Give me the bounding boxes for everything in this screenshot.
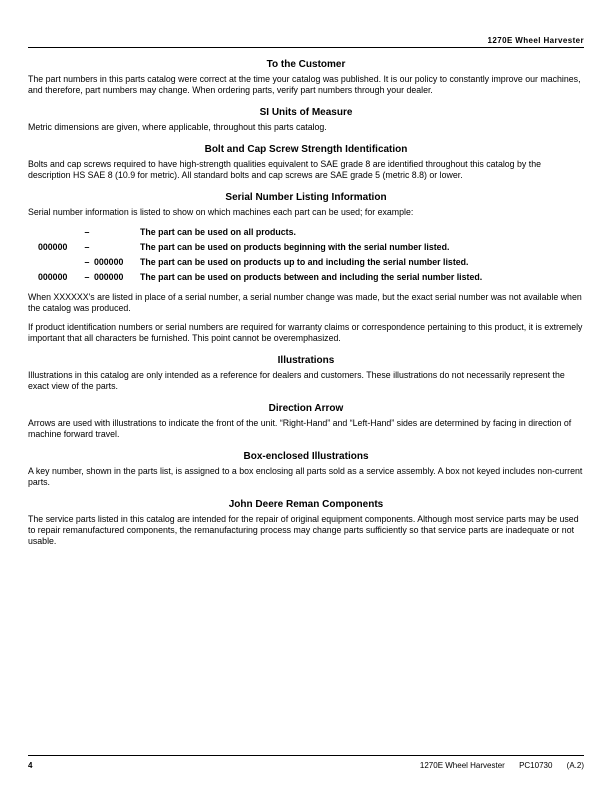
heading-to-the-customer: To the Customer	[266, 59, 346, 70]
serial-left-value: 000000	[38, 271, 68, 282]
serial-description: The part can be used on all products.	[140, 226, 296, 237]
paragraph-serial-note-1: When XXXXXX's are listed in place of a serial number, a serial number change was made, but the exact serial number was not available when the catalog was produced.	[28, 291, 582, 313]
section-serial-number-listing	[28, 192, 584, 344]
paragraph-to-the-customer: The part numbers in this parts catalog were correct at the time your catalog was published. It is our policy to constantly improve our machines, and therefore, part numbers may change. When ordering parts, verify part numbers through your dealer.	[28, 74, 581, 95]
paragraph-direction-arrow: Arrows are used with illustrations to indicate the front of the unit. “Right-Hand” and “Left-Hand” sides are determined by facing in direction of machine forward travel.	[28, 417, 572, 439]
heading-bolt-strength: Bolt and Cap Screw Strength Identification	[204, 143, 408, 155]
paragraph-serial-note-2: If product identification numbers or serial numbers are required for warranty claims or correspondence pertaining to this product, it is extremely important that all characters be furnished. This point cannot be overemphasized.	[28, 321, 583, 343]
heading-illustrations: Illustrations	[277, 354, 335, 366]
footer-rule	[28, 755, 584, 756]
serial-dash: –	[84, 256, 90, 267]
footer-page-number: 4	[28, 761, 33, 770]
section-si-units	[28, 107, 584, 133]
footer-catalog-number: PC10730	[519, 761, 553, 770]
heading-serial-number-listing: Serial Number Listing Information	[225, 191, 387, 203]
footer-model: 1270E Wheel Harvester	[419, 761, 505, 770]
section-reman-components	[28, 499, 584, 547]
paragraph-box-enclosed: A key number, shown in the parts list, is assigned to a box enclosing all parts sold as a service assembly. A box not keyed includes non-current parts.	[28, 465, 583, 487]
page-footer	[28, 755, 584, 770]
serial-row	[28, 242, 584, 252]
footer-row	[28, 761, 584, 770]
serial-description: The part can be used on products between and including the serial number listed.	[140, 271, 483, 282]
paragraph-illustrations: Illustrations in this catalog are only intended as a reference for dealers and customers. These illustrations do not necessarily represent the exact view of the parts.	[28, 369, 565, 391]
header-rule	[28, 47, 584, 48]
serial-description: The part can be used on products up to and including the serial number listed.	[140, 256, 469, 267]
serial-row	[28, 227, 584, 237]
paragraph-reman-components: The service parts listed in this catalog are intended for the repair of original equipment components. Although most service parts may be used to repair remanufactured components, the remanufacturing process may change parts sufficiently so that service parts are inadequate or not usable.	[28, 513, 579, 546]
heading-si-units: SI Units of Measure	[259, 106, 353, 118]
paragraph-serial-number-intro: Serial number information is listed to show on which machines each part can be used; for example:	[28, 206, 414, 217]
heading-box-enclosed: Box-enclosed Illustrations	[243, 450, 369, 462]
footer-revision: (A.2)	[566, 761, 584, 770]
serial-row	[28, 257, 584, 267]
serial-number-table	[28, 227, 584, 282]
footer-catalog-info	[408, 761, 584, 770]
page-header	[28, 36, 584, 47]
section-bolt-strength	[28, 144, 584, 181]
section-direction-arrow	[28, 403, 584, 440]
section-box-enclosed	[28, 451, 584, 488]
serial-right-value: 000000	[94, 271, 124, 282]
header-title: 1270E Wheel Harvester	[487, 36, 584, 45]
heading-direction-arrow: Direction Arrow	[268, 402, 344, 414]
section-illustrations	[28, 355, 584, 392]
paragraph-si-units: Metric dimensions are given, where applicable, throughout this parts catalog.	[28, 121, 327, 132]
section-to-the-customer	[28, 59, 584, 96]
serial-right-value: 000000	[94, 256, 124, 267]
serial-row	[28, 272, 584, 282]
serial-dash: –	[84, 271, 90, 282]
heading-reman-components: John Deere Reman Components	[228, 498, 384, 510]
serial-left-value: 000000	[38, 241, 68, 252]
serial-dash: –	[84, 241, 90, 252]
paragraph-bolt-strength: Bolts and cap screws required to have high-strength qualities equivalent to SAE grade 8 are identified throughout this catalog by the description HS SAE 8 (10.9 for metric). All standard bolts and cap screws are SAE grade 5 (metric 8.8) or lower.	[28, 158, 541, 180]
serial-description: The part can be used on products beginning with the serial number listed.	[140, 241, 450, 252]
serial-dash: –	[84, 226, 90, 237]
